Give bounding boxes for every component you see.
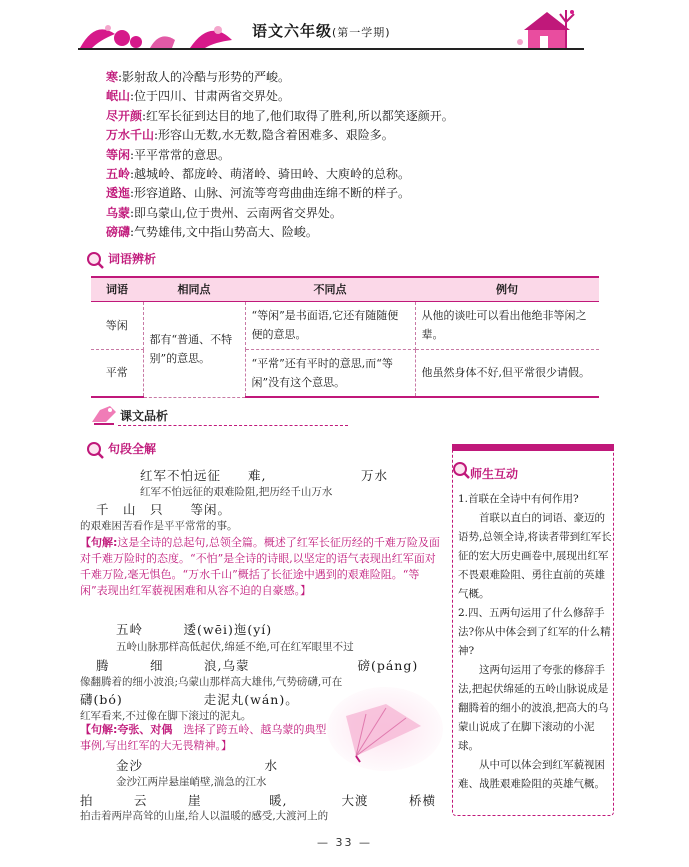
vocab-item <box>106 223 576 242</box>
vocab-item <box>106 107 576 126</box>
poem-translation: 金沙江两岸悬崖峭壁,湍急的江水 <box>116 776 267 788</box>
page-title <box>252 20 391 41</box>
vocab-term: 五岭 <box>106 166 131 181</box>
sidebar-answer: 首联以直白的词语、豪迈的语势,总领全诗,将读者带到红军长征的宏大历史画卷中,展现出红军不畏艰难险阻、勇往直前的英雄气概。 <box>458 512 612 600</box>
sentence-analysis-note <box>80 722 330 754</box>
passage-title-text: 句段全解 <box>108 442 157 456</box>
vocab-term: 寒 <box>106 70 119 84</box>
poem-translation: 拍击着两岸高耸的山崖,给人以温暖的感受,大渡河上的 <box>80 810 329 822</box>
lesson-title-text: 课文品析 <box>120 409 169 423</box>
table-cell-example: 他虽然身体不好,但平常很少请假。 <box>415 349 599 397</box>
vocab-item <box>106 146 576 165</box>
pencil-icon <box>90 404 120 426</box>
table-cell-diff: “等闲”是书面语,它还有随随便便的意思。 <box>245 301 415 349</box>
page-number: — 33 — <box>317 836 372 849</box>
magnifier-icon <box>452 461 470 479</box>
vocab-term: 逶迤 <box>106 186 131 201</box>
vocab-def: :位于四川、甘肃两省交界处。 <box>130 89 291 104</box>
lesson-underline <box>118 425 348 426</box>
col-header-diff: 不同点 <box>245 277 415 301</box>
poem-line: 礴(bó) 走泥丸(wán)。 <box>80 692 299 707</box>
table-row <box>91 301 599 349</box>
vocab-def: :即乌蒙山,位于贵州、云南两省交界处。 <box>130 205 342 220</box>
page-header <box>0 0 689 70</box>
sidebar-question: 2.四、五两句运用了什么修辞手法?你从中体会到了红军的什么精神? <box>458 607 611 657</box>
sidebar-title: 师生互动 <box>470 467 519 481</box>
book-subtitle: (第一学期) <box>332 26 391 39</box>
vocab-def: :越城岭、都庞岭、萌渚岭、骑田岭、大庾岭的总称。 <box>130 166 411 181</box>
vocab-item <box>106 204 576 223</box>
book-title: 语文六年级 <box>252 22 333 40</box>
col-header-same: 相同点 <box>143 277 245 301</box>
vocab-item <box>106 165 576 184</box>
sidebar-question: 1.首联在全诗中有何作用? <box>458 493 579 505</box>
poem-translation: 五岭山脉那样高低起伏,绵延不绝,可在红军眼里不过 <box>116 641 354 653</box>
vocab-def: :影射敌人的冷酷与形势的严峻。 <box>118 70 291 84</box>
sidebar-answer: 从中可以体会到红军藐视困难、战胜艰难险阻的英雄气概。 <box>458 759 605 790</box>
vocab-item <box>106 126 576 145</box>
poem-line: 五岭 逶(wēi)迤(yí) <box>116 622 273 637</box>
vocab-term: 岷山 <box>106 89 131 104</box>
vocab-def: :气势雄伟,文中指山势高大、险峻。 <box>130 225 318 240</box>
poem-line: 腾 细 浪,乌蒙 磅(páng) <box>96 658 419 673</box>
fan-illustration <box>326 686 444 772</box>
poem-translation: 红军不怕远征的艰难险阻,把历经千山万水 <box>140 486 333 498</box>
poem-translation: 红军看来,不过像在脚下滚过的泥丸。 <box>80 710 252 722</box>
col-header-example: 例句 <box>415 277 599 301</box>
note-tag: 【句解: <box>80 536 118 549</box>
vocab-def: :形容道路、山脉、河流等弯弯曲曲连绵不断的样子。 <box>130 186 411 201</box>
word-analysis-table <box>91 276 599 398</box>
header-rule <box>78 48 584 50</box>
col-header-word: 词语 <box>91 277 143 301</box>
vocab-def: :形容山无数,水无数,隐含着困难多、艰险多。 <box>154 128 394 143</box>
magnifier-icon <box>86 251 104 269</box>
sentence-analysis-note <box>80 535 442 599</box>
sidebar-top-bar <box>452 444 614 451</box>
magnifier-icon <box>86 441 104 459</box>
table-cell-word: 等闲 <box>91 301 143 349</box>
table-cell-example: 从他的谈吐可以看出他绝非等闲之辈。 <box>415 301 599 349</box>
vocab-term: 磅礴 <box>106 225 131 240</box>
analysis-section-title <box>86 250 156 269</box>
vocab-term: 乌蒙 <box>106 205 131 220</box>
poem-line: 红军不怕远征 难, 万水 <box>140 468 388 483</box>
lesson-heading <box>90 404 190 426</box>
vocab-term: 等闲 <box>106 147 131 162</box>
poem-line: 千 山 只 等闲。 <box>96 502 232 517</box>
poem-line: 拍 云 崖 暖, 大渡 桥横 <box>80 793 436 808</box>
vocab-def: :平平常常的意思。 <box>130 147 231 162</box>
vocab-term: 尽开颜 <box>106 108 143 123</box>
vocab-list <box>106 68 576 243</box>
poem-line: 金沙 水 <box>116 758 279 773</box>
note-tag: 【句解:夸张、对偶 <box>80 723 173 736</box>
analysis-title-text: 词语辨析 <box>108 252 157 266</box>
passage-section-title <box>86 440 156 459</box>
poem-translation: 像翻腾着的细小波浪;乌蒙山那样高大雄伟,气势磅礴,可在 <box>80 676 343 688</box>
sidebar-body <box>458 490 612 794</box>
vocab-def: :红军长征到达目的地了,他们取得了胜利,所以都笑逐颜开。 <box>142 108 454 123</box>
note-text: 选择了跨五岭、越乌蒙的典型事例,写出红军的大无畏精神。】 <box>80 723 327 752</box>
table-cell-word: 平常 <box>91 349 143 397</box>
table-cell-same: 都有“普通、不特别”的意思。 <box>143 301 245 397</box>
table-cell-diff: “平常”还有平时的意思,而“等闲”没有这个意思。 <box>245 349 415 397</box>
vocab-item <box>106 184 576 203</box>
note-text: 这是全诗的总起句,总领全篇。概述了红军长征历经的千难万险及面对千难万险时的态度。“不怕”是全诗的诗眼,以坚定的语气表现出红军面对千难万险,毫无惧色。“万水千山”概括了长征途中遇到的艰难险阻。“等闲”表现出红军藐视困难和从容不迫的自豪感。】 <box>80 536 440 597</box>
vocab-item <box>106 87 576 106</box>
vocab-item <box>106 68 576 87</box>
poem-translation: 的艰难困苦看作是平平常常的事。 <box>80 520 238 532</box>
sidebar-answer: 这两句运用了夸张的修辞手法,把起伏绵延的五岭山脉说成是翻腾着的细小的波浪,把高大的乌蒙山说成了在脚下滚动的小泥球。 <box>458 664 609 752</box>
vocab-term: 万水千山 <box>106 128 155 143</box>
